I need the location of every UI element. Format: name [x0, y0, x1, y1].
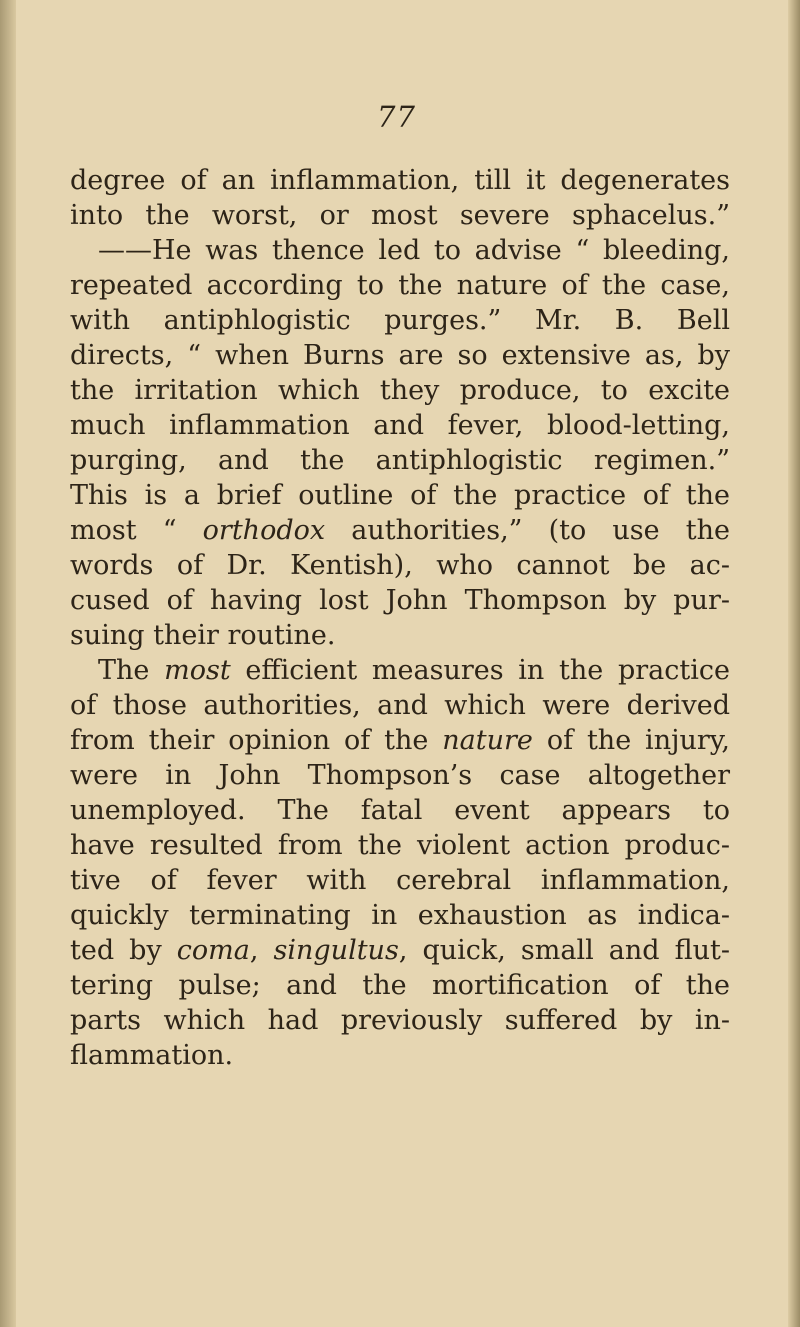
- text-segment: ,: [249, 935, 274, 966]
- text-segment: The: [98, 655, 165, 686]
- page-number: 77: [377, 100, 416, 134]
- text-segment: much inflammation and fever, blood-letting,: [70, 410, 730, 441]
- text-segment: words of Dr. Kentish), who cannot be ac-: [70, 550, 730, 581]
- text-segment: tive of fever with cerebral inflammation,: [70, 865, 730, 896]
- text-line: [70, 968, 730, 1003]
- text-line: [70, 828, 730, 863]
- text-segment: with antiphlogistic purges.” Mr. B. Bell: [70, 305, 730, 336]
- text-segment: This is a brief outline of the practice of the: [70, 480, 730, 511]
- text-segment: ted by: [70, 935, 177, 966]
- text-line: [70, 268, 730, 303]
- text-line: [70, 898, 730, 933]
- text-segment: efficient measures in the practice: [230, 655, 730, 686]
- text-line: [70, 1003, 730, 1038]
- text-segment: of those authorities, and which were derived: [70, 690, 730, 721]
- text-segment: into the worst, or most severe sphacelus.”: [70, 200, 730, 231]
- text-segment: quickly terminating in exhaustion as indica-: [70, 900, 730, 931]
- body-text: [70, 163, 730, 1073]
- text-line: [70, 548, 730, 583]
- text-segment: cused of having lost John Thompson by pur-: [70, 585, 730, 616]
- text-segment: authorities,” (to use the: [325, 515, 730, 546]
- text-segment: ——He was thence led to advise “ bleeding,: [98, 235, 730, 266]
- text-line: [70, 408, 730, 443]
- page-edge-right: [788, 0, 800, 1327]
- text-segment: from their opinion of the: [70, 725, 443, 756]
- text-line: [70, 163, 730, 198]
- text-line: [70, 688, 730, 723]
- text-line: [70, 618, 730, 653]
- text-line: [70, 338, 730, 373]
- text-segment: repeated according to the nature of the case,: [70, 270, 730, 301]
- italic-segment: coma: [176, 935, 250, 966]
- text-segment: suing their routine.: [70, 620, 336, 651]
- text-segment: have resulted from the violent action produc-: [70, 830, 730, 861]
- text-line: [70, 1038, 730, 1073]
- text-segment: purging, and the antiphlogistic regimen.”: [70, 445, 730, 476]
- text-segment: flammation.: [70, 1040, 234, 1071]
- text-segment: tering pulse; and the mortification of the: [70, 970, 730, 1001]
- text-line: [70, 373, 730, 408]
- text-line: [70, 758, 730, 793]
- italic-segment: orthodox: [202, 515, 326, 546]
- text-segment: directs, “ when Burns are so extensive as, by: [70, 340, 730, 371]
- text-line: [70, 513, 730, 548]
- text-line: [70, 443, 730, 478]
- text-line: [70, 233, 730, 268]
- text-segment: degree of an inflammation, till it degenerates: [70, 165, 730, 196]
- text-segment: most “: [70, 515, 203, 546]
- page-edge-left: [0, 0, 16, 1327]
- text-line: [70, 863, 730, 898]
- text-segment: were in John Thompson’s case altogether: [70, 760, 730, 791]
- text-segment: of the injury,: [532, 725, 731, 756]
- text-line: [70, 933, 730, 968]
- text-line: [70, 198, 730, 233]
- text-line: [70, 793, 730, 828]
- text-segment: unemployed. The fatal event appears to: [70, 795, 730, 826]
- text-line: [70, 723, 730, 758]
- text-segment: , quick, small and flut-: [398, 935, 730, 966]
- text-line: [70, 303, 730, 338]
- text-segment: the irritation which they produce, to excite: [70, 375, 730, 406]
- text-line: [70, 653, 730, 688]
- italic-segment: nature: [442, 725, 533, 756]
- italic-segment: most: [164, 655, 231, 686]
- italic-segment: singultus: [273, 935, 399, 966]
- text-line: [70, 583, 730, 618]
- text-segment: parts which had previously suffered by in-: [70, 1005, 730, 1036]
- text-line: [70, 478, 730, 513]
